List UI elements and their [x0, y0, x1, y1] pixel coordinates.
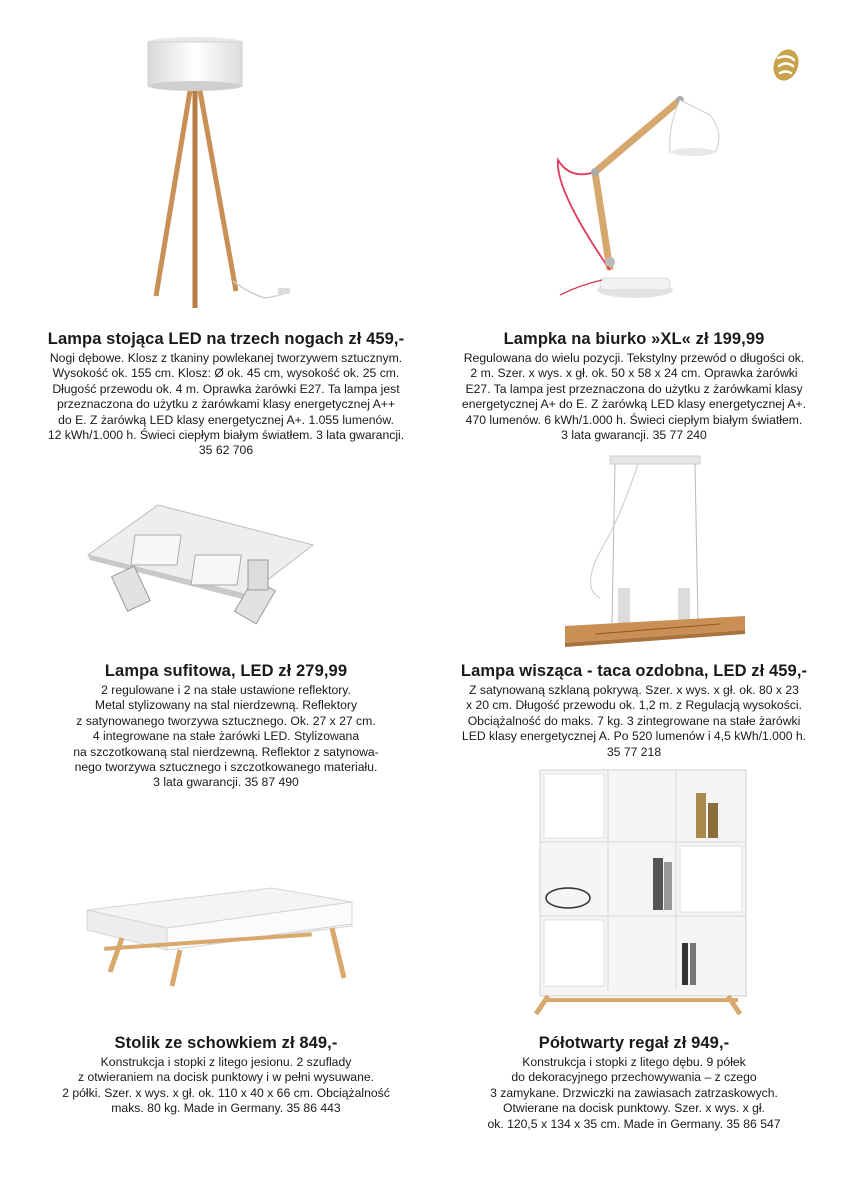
- product-ceiling-lamp: [20, 662, 432, 791]
- desc-line: Konstrukcja i stopki z litego dębu. 9 półek: [522, 1055, 746, 1069]
- product-floor-lamp: [20, 330, 432, 459]
- desc-line: Z satynowaną szklaną pokrywą. Szer. x wys. x gł. ok. 80 x 23: [469, 683, 799, 697]
- product-title: Lampka na biurko »XL« zł 199,99: [503, 330, 765, 348]
- desc-line: Wysokość ok. 155 cm. Klosz: Ø ok. 45 cm, wysokość ok. 25 cm.: [52, 366, 400, 381]
- desc-line: Metal stylizowany na stal nierdzewną. Reflektory: [94, 698, 358, 713]
- desk-lamp-image: [540, 80, 730, 305]
- desc-line: maks. 80 kg. Made in Germany. 35 86 443: [111, 1101, 341, 1116]
- desc-line: 2 m. Szer. x wys. x gł. ok. 50 x 58 x 24 cm. Oprawka żarówki: [470, 366, 798, 381]
- desc-line: 35 77 218: [606, 744, 662, 759]
- desc-line: do dekoracyjnego przechowywania – z czego: [511, 1070, 757, 1085]
- product-coffee-table: [20, 1034, 432, 1117]
- desc-line: Regulowana do wielu pozycji. Tekstylny przewód o długości ok.: [463, 351, 805, 365]
- desc-line: energetycznej A+ do E. Z żarówką LED klasy energetycznej A+.: [461, 397, 807, 412]
- coffee-table-image: [82, 880, 357, 990]
- desc-line: 12 kWh/1.000 h. Świeci ciepłym białym światłem. 3 lata gwarancji.: [47, 428, 405, 443]
- desc-line: 2 regulowane i 2 na stałe ustawione reflektory.: [101, 683, 351, 697]
- product-title: Stolik ze schowkiem zł 849,-: [114, 1034, 338, 1052]
- product-description: [428, 351, 840, 443]
- product-title: Lampa stojąca LED na trzech nogach zł 459,-: [47, 330, 405, 348]
- tchibo-logo-icon: [766, 44, 806, 84]
- desc-line: x 20 cm. Długość przewodu ok. 1,2 m. z Regulacją wysokości.: [466, 698, 802, 713]
- product-title: Lampa sufitowa, LED zł 279,99: [104, 662, 348, 680]
- product-shelf-unit: [428, 1034, 840, 1132]
- product-description: [20, 351, 432, 459]
- product-description: [20, 683, 432, 791]
- desc-line: 3 zamykane. Drzwiczki na zawiasach zatrzaskowych.: [490, 1085, 778, 1100]
- desc-line: 4 integrowane na stałe żarówki LED. Stylizowana: [92, 729, 360, 744]
- desc-line: 3 lata gwarancji. 35 87 490: [153, 775, 299, 790]
- desc-line: 35 62 706: [198, 443, 254, 458]
- ceiling-lamp-image: [78, 500, 318, 640]
- desc-line: 2 półki. Szer. x wys. x gł. ok. 110 x 40 x 66 cm. Obciążalność: [62, 1085, 390, 1100]
- product-title: Lampa wisząca - taca ozdobna, LED zł 459,-: [460, 662, 808, 680]
- desc-line: nego tworzywa sztucznego i szczotkowanego materiału.: [74, 760, 378, 775]
- shelf-unit-image: [518, 768, 748, 1016]
- product-description: [428, 1055, 840, 1132]
- desc-line: LED klasy energetycznej A. Po 520 lumenów i 4,5 kWh/1.000 h.: [461, 729, 807, 744]
- desc-line: przeznaczona do użytku z żarówkami klasy energetycznej A++: [56, 397, 396, 412]
- desc-line: z otwieraniem na docisk punktowy i w pełni wysuwane.: [77, 1070, 375, 1085]
- desc-line: 3 lata gwarancji. 35 77 240: [561, 428, 707, 443]
- desc-line: Nogi dębowe. Klosz z tkaniny powlekanej tworzywem sztucznym.: [49, 351, 403, 365]
- desc-line: E27. Ta lampa jest przeznaczona do użytku z żarówkami klasy: [465, 381, 803, 396]
- floor-lamp-image: [120, 36, 310, 316]
- desc-line: 470 lumenów. 6 kWh/1.000 h. Świeci ciepłym białym światłem.: [465, 412, 803, 427]
- desc-line: z satynowanego tworzywa sztucznego. Ok. 27 x 27 cm.: [76, 713, 376, 728]
- desc-line: na szczotkowaną stal nierdzewną. Reflektor z satynowa-: [73, 744, 379, 759]
- desc-line: Obciążalność do maks. 7 kg. 3 zintegrowane na stałe żarówki: [467, 713, 801, 728]
- desc-line: Konstrukcja i stopki z litego jesionu. 2 szuflady: [100, 1055, 352, 1069]
- product-pendant-lamp: [428, 662, 840, 760]
- product-desk-lamp: [428, 330, 840, 443]
- product-title: Półotwarty regał zł 949,-: [538, 1034, 730, 1052]
- desc-line: do E. Z żarówką LED klasy energetycznej A+. 1.055 lumenów.: [58, 412, 394, 427]
- desc-line: ok. 120,5 x 134 x 35 cm. Made in Germany. 35 86 547: [487, 1116, 781, 1131]
- desc-line: Otwierane na docisk punktowy. Szer. x wys. x gł.: [503, 1101, 765, 1116]
- pendant-lamp-image: [560, 448, 750, 648]
- product-description: [20, 1055, 432, 1117]
- desc-line: Długość przewodu ok. 4 m. Oprawka żarówki E27. Ta lampa jest: [52, 381, 400, 396]
- product-description: [428, 683, 840, 760]
